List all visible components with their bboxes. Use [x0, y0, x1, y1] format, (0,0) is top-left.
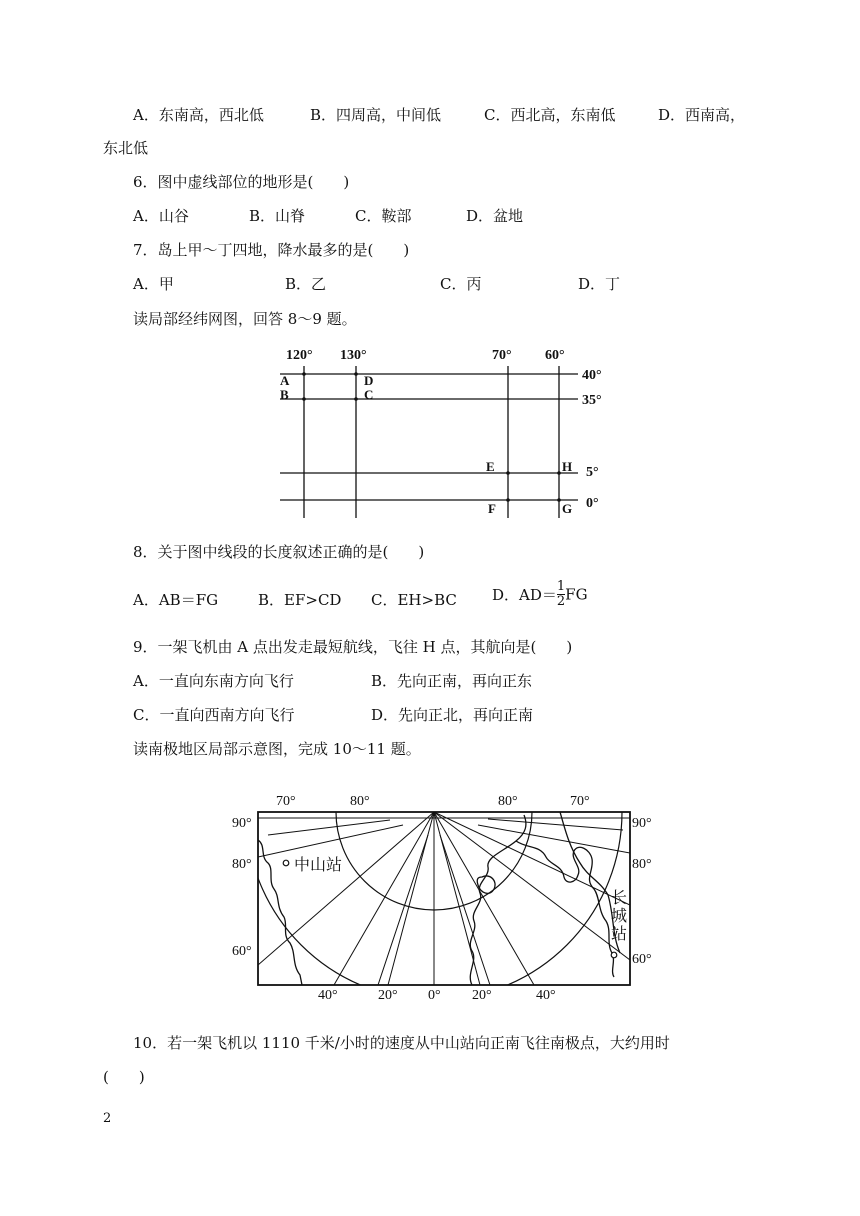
fraction-numerator: 1: [556, 579, 566, 594]
antarctic-map: [228, 785, 668, 1005]
point-d: D: [364, 373, 374, 388]
point-e: E: [486, 459, 495, 474]
bottom-label-40-right: 40°: [536, 988, 556, 1003]
lat-label-40: 40°: [582, 368, 602, 383]
q6-stem: 6．图中虚线部位的地形是( ): [133, 173, 350, 191]
graticule-map: [270, 340, 630, 520]
top-label-70-right: 70°: [570, 794, 590, 809]
map-frame: [258, 812, 630, 985]
changcheng-station-label-3: 站: [611, 926, 628, 943]
bottom-label-0: 0°: [428, 988, 441, 1003]
q5-option-a: A．东南高，西北低: [133, 106, 264, 124]
point-f: F: [488, 501, 496, 516]
q6-option-c: C．鞍部: [355, 207, 412, 225]
lat-label-5: 5°: [586, 465, 599, 480]
q6-option-a: A．山谷: [133, 207, 189, 225]
q8-option-d-suffix: FG: [565, 585, 588, 604]
fraction-half: [557, 580, 565, 609]
lon-label-120: 120°: [286, 348, 313, 363]
q5-option-c: C．西北高，东南低: [484, 106, 616, 124]
q7-option-d: D．丁: [578, 275, 621, 293]
right-label-60: 60°: [632, 952, 652, 967]
bottom-label-40-left: 40°: [318, 988, 338, 1003]
intro-8-9: 读局部经纬网图，回答 8～9 题。: [133, 310, 357, 328]
top-label-80-right: 80°: [498, 794, 518, 809]
q9-stem: 9．一架飞机由 A 点出发走最短航线，飞往 H 点，其航向是( ): [133, 638, 573, 656]
q9-option-d: D．先向正北，再向正南: [371, 706, 534, 724]
left-label-90: 90°: [232, 816, 252, 831]
top-label-70-left: 70°: [276, 794, 296, 809]
bottom-label-20-right: 20°: [472, 988, 492, 1003]
q10-paren: ( ): [103, 1068, 145, 1086]
intro-10-11: 读南极地区局部示意图，完成 10～11 题。: [133, 740, 421, 758]
point-c: C: [364, 387, 374, 402]
q8-option-c: C．EH>BC: [371, 591, 457, 609]
top-label-80-left: 80°: [350, 794, 370, 809]
lon-label-70: 70°: [492, 348, 512, 363]
left-label-60: 60°: [232, 944, 252, 959]
q5-option-b: B．四周高，中间低: [310, 106, 442, 124]
q10-stem: 10．若一架飞机以 1110 千米/小时的速度从中山站向正南飞往南极点，大约用时: [133, 1034, 670, 1052]
lat-label-0: 0°: [586, 496, 599, 511]
lat-label-35: 35°: [582, 393, 602, 408]
q7-option-b: B．乙: [285, 275, 327, 293]
point-h: H: [562, 459, 573, 474]
point-b: B: [280, 387, 289, 402]
zhongshan-station-label: 中山站: [294, 857, 343, 874]
q7-stem: 7．岛上甲～丁四地，降水最多的是( ): [133, 241, 410, 259]
q8-stem: 8．关于图中线段的长度叙述正确的是( ): [133, 543, 425, 561]
lon-label-130: 130°: [340, 348, 367, 363]
q6-option-b: B．山脊: [249, 207, 306, 225]
q7-option-c: C．丙: [440, 275, 482, 293]
q9-option-b: B．先向正南，再向正东: [371, 672, 533, 690]
left-label-80: 80°: [232, 857, 252, 872]
bottom-label-20-left: 20°: [378, 988, 398, 1003]
page-number: 2: [103, 1111, 112, 1126]
q7-option-a: A．甲: [133, 275, 174, 293]
lon-label-60: 60°: [545, 348, 565, 363]
q8-option-a: A．AB＝FG: [133, 591, 219, 609]
q8-option-b: B．EF>CD: [258, 591, 342, 609]
q8-option-d-prefix: D．AD＝: [492, 586, 557, 604]
q8-option-d: [492, 580, 588, 609]
changcheng-station-label-2: 城: [611, 908, 628, 925]
right-label-80: 80°: [632, 857, 652, 872]
q5-option-d: D．西南高，: [658, 106, 746, 124]
point-g: G: [562, 501, 573, 516]
changcheng-station-marker: [611, 952, 617, 958]
q5-option-d-wrap: 东北低: [103, 139, 149, 157]
fraction-denominator: 2: [556, 594, 566, 609]
q9-option-c: C．一直向西南方向飞行: [133, 706, 295, 724]
changcheng-station-label-1: 长: [611, 890, 628, 907]
q9-option-a: A．一直向东南方向飞行: [133, 672, 294, 690]
point-a: A: [280, 373, 290, 388]
right-label-90: 90°: [632, 816, 652, 831]
q6-option-d: D．盆地: [466, 207, 524, 225]
zhongshan-station-marker: [283, 860, 289, 866]
